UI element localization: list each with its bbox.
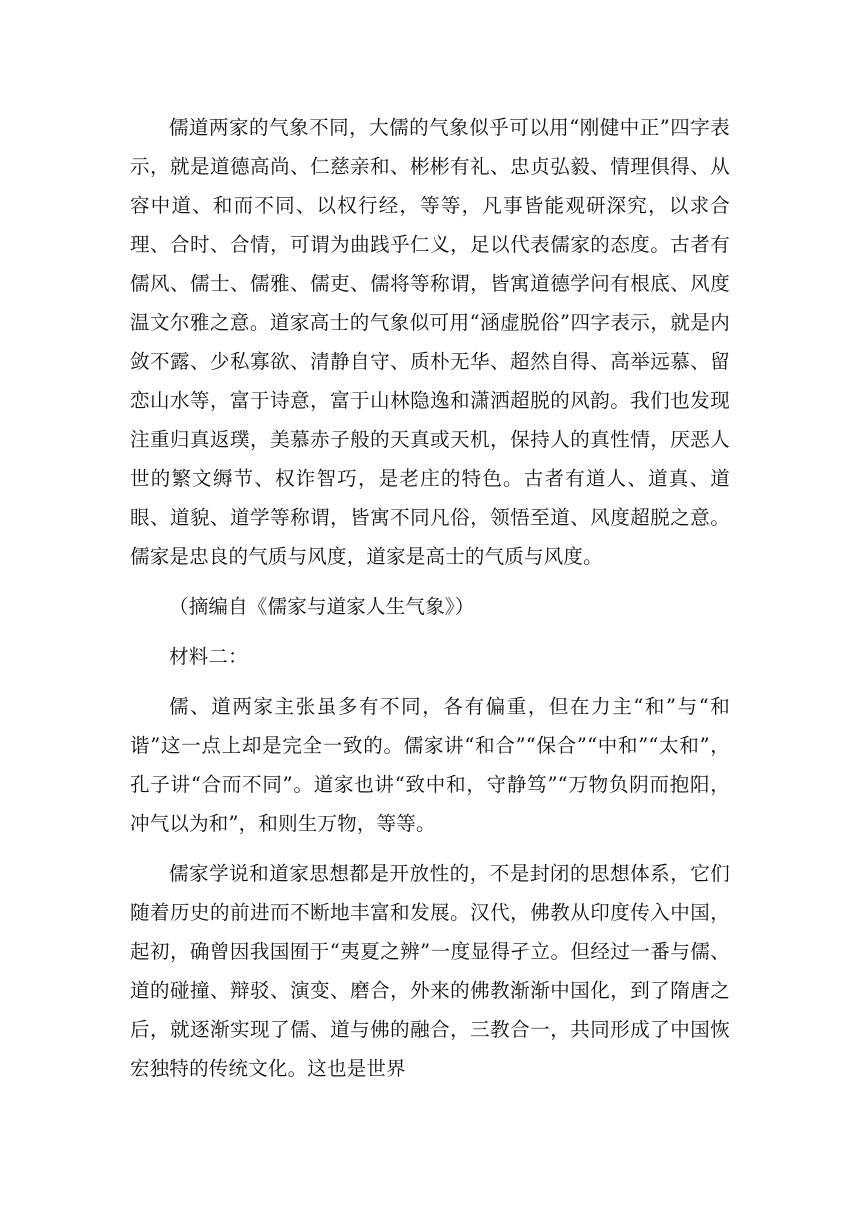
paragraph-openness: 儒家学说和道家思想都是开放性的，不是封闭的思想体系，它们随着历史的前进而不断地丰富和发展。汉代，佛教从印度传入中国，起初，确曾因我国囿于“夷夏之辨”一度显得孑立。但经过一番与儒、道的碰撞、辩驳、演变、磨合，外来的佛教渐渐中国化，到了隋唐之后，就逐渐实现了儒、道与佛的融合，三教合一，共同形成了中国恢宏独特的传统文化。这也是世界 bbox=[130, 862, 730, 1080]
source-citation: （摘编自《儒家与道家人生气象》） bbox=[169, 595, 475, 618]
material-two-label: 材料二： bbox=[169, 645, 248, 668]
document-page bbox=[130, 108, 730, 1088]
paragraph-confucian-taoist-temperament: 儒道两家的气象不同，大儒的气象似乎可以用“刚健中正”四字表示，就是道德高尚、仁慈亲和、彬彬有礼、忠贞弘毅、情理俱得、从容中道、和而不同、以权行经，等等，凡事皆能观研深究，以求合理、合时、合情，可谓为曲践乎仁义，足以代表儒家的态度。古者有儒风、儒士、儒雅、儒吏、儒将等称谓，皆寓道德学问有根底、风度温文尔雅之意。道家高士的气象似可用“涵虚脱俗”四字表示，就是内敛不露、少私寡欲、清静自守、质朴无华、超然自得、高举远慕、留恋山水等，富于诗意，富于山林隐逸和潇洒超脱的风韵。我们也发现注重归真返璞，美慕赤子般的天真或天机，保持人的真性情，厌恶人世的繁文缛节、权诈智巧，是老庄的特色。古者有道人、道真、道眼、道貌、道学等称谓，皆寓不同凡俗，领悟至道、风度超脱之意。儒家是忠良的气质与风度，道家是高士的气质与风度。 bbox=[130, 116, 730, 568]
paragraph-harmony: 儒、道两家主张虽多有不同，各有偏重，但在力主“和”与“和谐”这一点上却是完全一致的。儒家讲“和合”“保合”“中和”“太和”，孔子讲“合而不同”。道家也讲“致中和，守静笃”“万物负阴而抱阳，冲气以为和”，和则生万物，等等。 bbox=[130, 695, 730, 835]
